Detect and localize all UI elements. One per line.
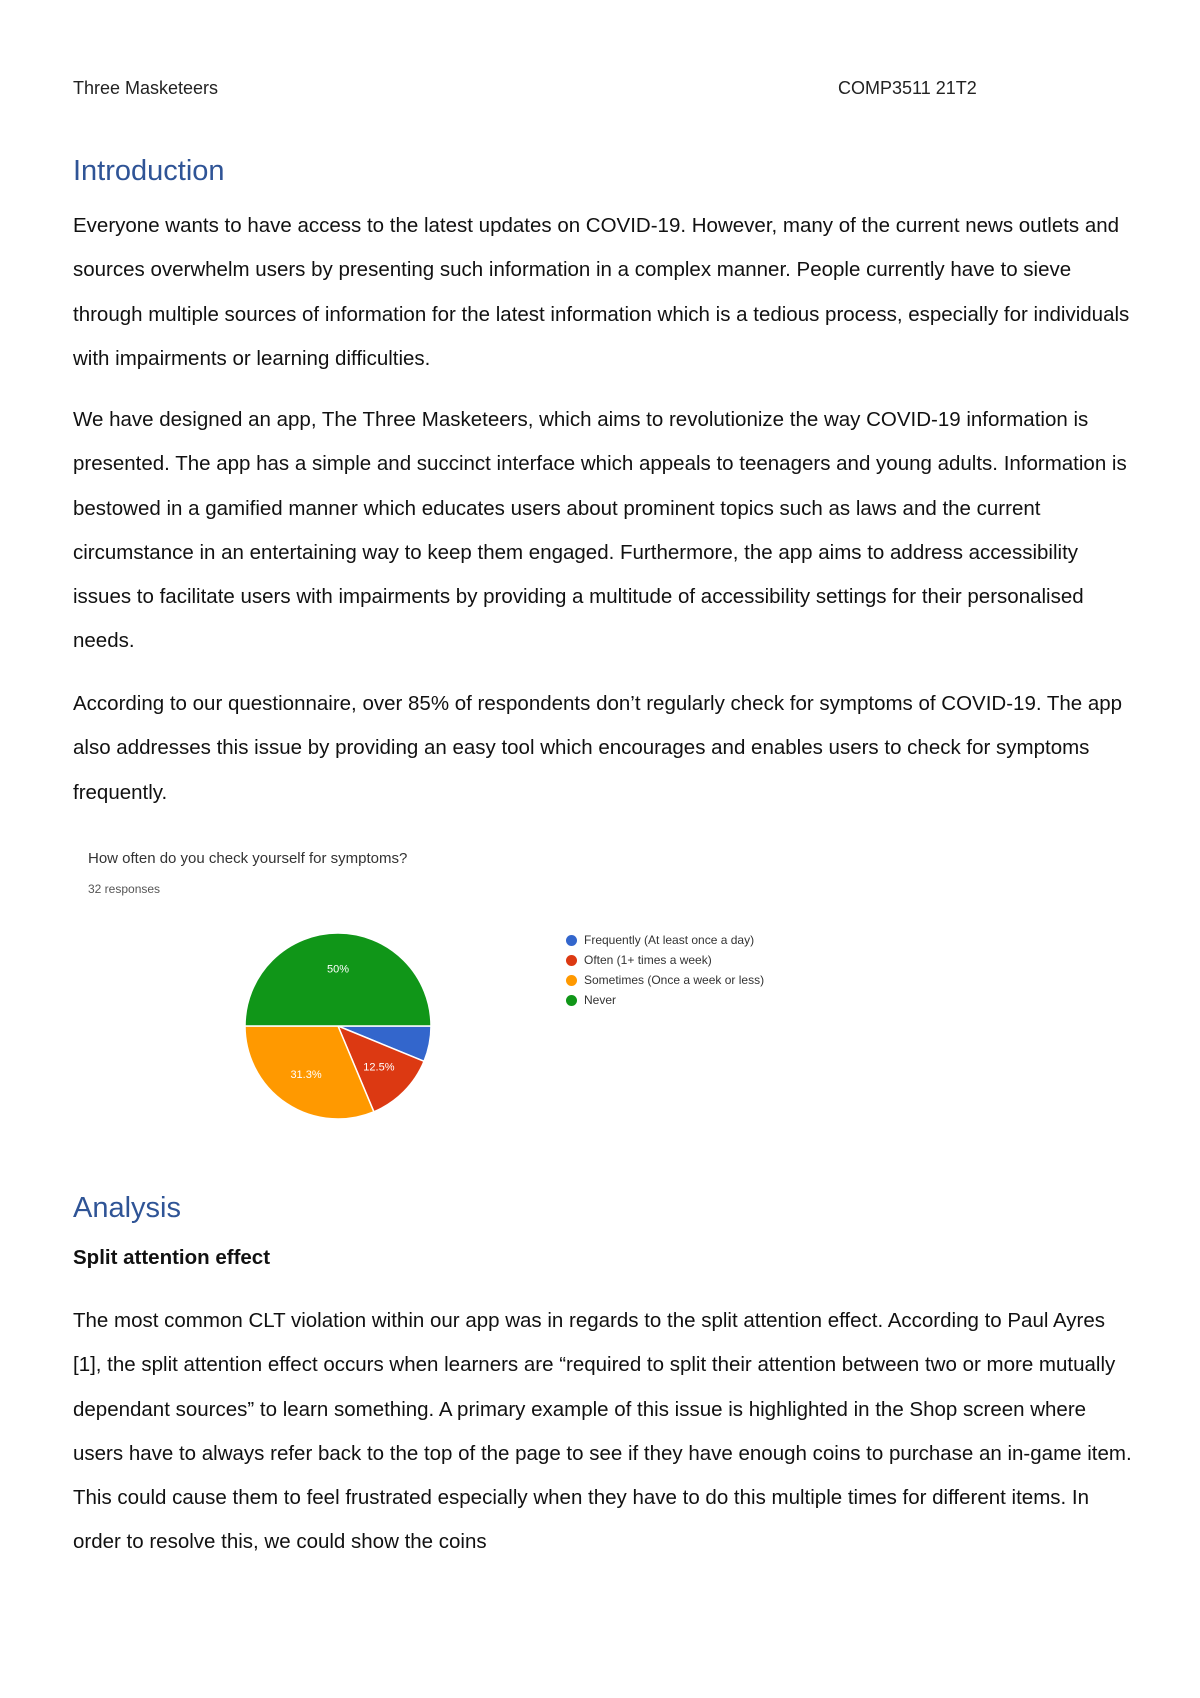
pie-label-sometimes: 31.3% (290, 1068, 322, 1081)
legend-label-sometimes: Sometimes (Once a week or less) (584, 973, 765, 987)
symptom-check-pie-chart (80, 842, 800, 1132)
legend-item-frequently (566, 930, 764, 950)
intro-paragraph-1: Everyone wants to have access to the latest updates on COVID-19. However, many of the current news outlets and sources overwhelm users by presenting such information in a complex manner. People currently have to sieve through multiple sources of information for the latest information which is a tedious process, especially for individuals with impairments or learning difficulties. (73, 214, 1130, 370)
header-left-text: Three Masketeers (73, 78, 219, 98)
legend-item-often (566, 950, 764, 970)
legend-dot-sometimes (566, 975, 577, 986)
legend-dot-never (566, 995, 577, 1006)
header-right-text: COMP3511 21T2 (838, 78, 977, 98)
chart-title: How often do you check yourself for symptoms? (88, 850, 408, 867)
legend-label-never: Never (584, 993, 617, 1007)
analysis-heading: Analysis (73, 1192, 181, 1224)
pie-label-never: 50% (326, 963, 350, 976)
pie-label-often: 12.5% (363, 1061, 395, 1074)
introduction-heading: Introduction (73, 155, 225, 187)
legend-item-sometimes (566, 970, 764, 990)
intro-paragraph-2: We have designed an app, The Three Masketeers, which aims to revolutionize the way COVID-19 information is presented. The app has a simple and succinct interface which appeals to teenagers and young adults. Information is bestowed in a gamified manner which educates users about prominent topics such as laws and the current circumstance in an entertaining way to keep them engaged. Furthermore, the app aims to address accessibility issues to facilitate users with impairments by providing a multitude of accessibility settings for their personalised needs. (73, 408, 1127, 653)
legend-item-never (566, 990, 764, 1010)
legend-dot-frequently (566, 935, 577, 946)
analysis-subheading: Split attention effect (73, 1246, 271, 1269)
legend-label-frequently: Frequently (At least once a day) (584, 933, 755, 947)
analysis-paragraph: The most common CLT violation within our app was in regards to the split attention effect. According to Paul Ayres [1], the split attention effect occurs when learners are “required to split their attention between two or more mutually dependant sources” to learn something. A primary example of this issue is highlighted in the Shop screen where users have to always refer back to the top of the page to see if they have enough coins to purchase an in-game item. This could cause them to feel frustrated especially when they have to do this multiple times for different items. In order to resolve this, we could show the coins (73, 1309, 1132, 1554)
intro-paragraph-3: According to our questionnaire, over 85% of respondents don’t regularly check for symptoms of COVID-19. The app also addresses this issue by providing an easy tool which encourages and enables users to check for symptoms frequently. (73, 692, 1123, 804)
legend-label-often: Often (1+ times a week) (584, 953, 712, 967)
chart-legend (566, 930, 764, 1010)
legend-dot-often (566, 955, 577, 966)
pie-slice-never (245, 933, 431, 1026)
chart-subtitle: 32 responses (88, 882, 161, 896)
